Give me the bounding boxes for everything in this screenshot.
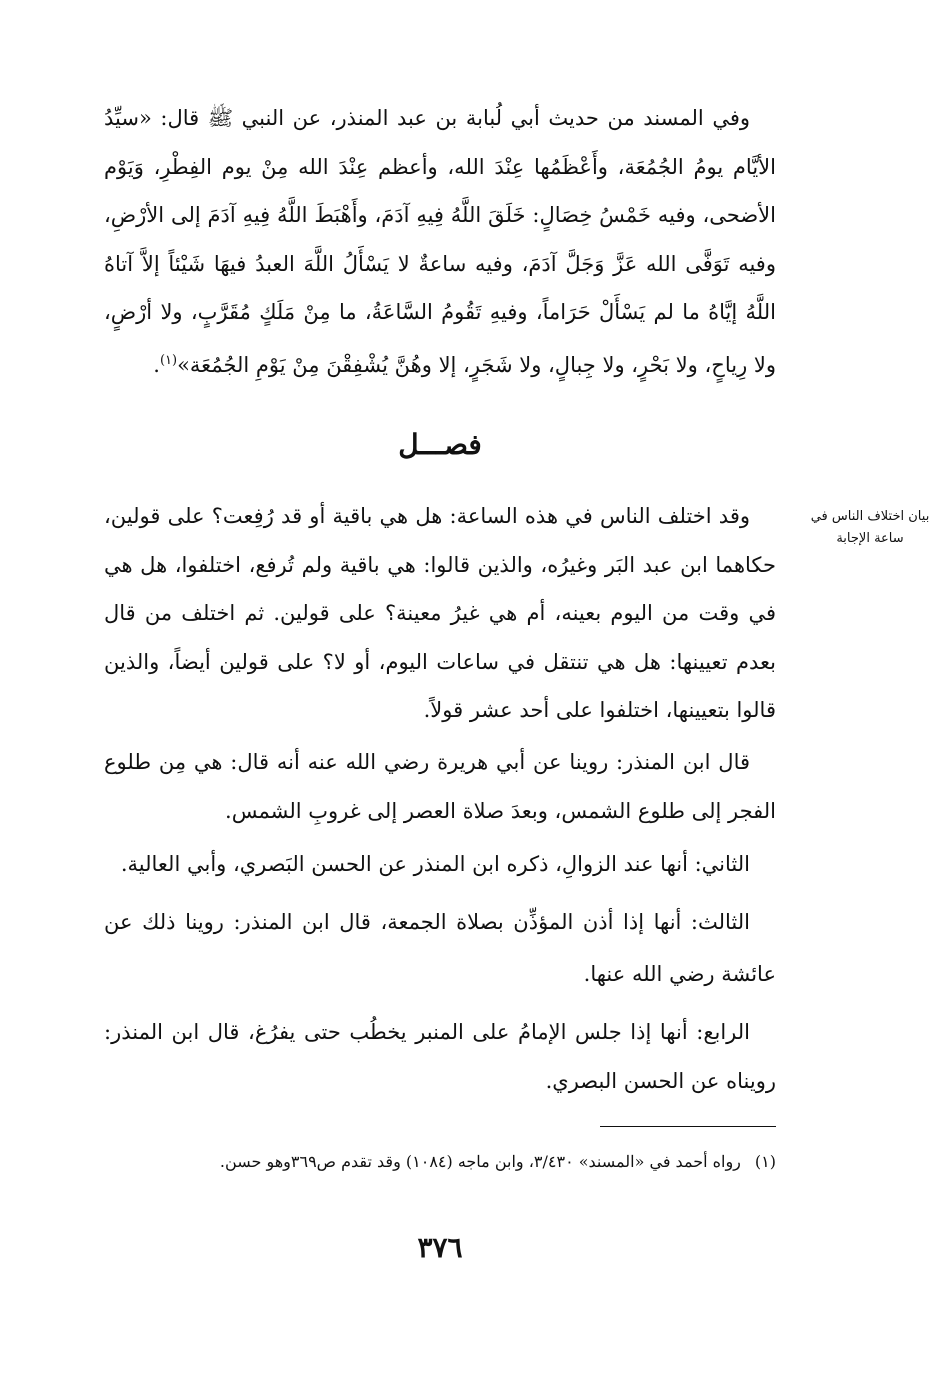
section-heading: فصـــل bbox=[398, 428, 482, 461]
page-number: ٣٧٦ bbox=[417, 1231, 463, 1264]
disagreement-text: وقد اختلف الناس في هذه الساعة: هل هي باقية أو قد رُفِعت؟ على قولين، حكاهما ابن عبد البَر وغيرُه، والذين قالوا: هي باقية ولم تُرفع، اختلفوا، هل هي في وقت من اليوم بعينه، أم هي غيرُ معينة؟ على قولين. ثم اختلف من قال بعدم تعيينها: هل هي تنتقل في ساعات اليوم، أو لا؟ على قولين أيضاً، والذين قالوا بتعيينها، اختلفوا على أحد عشر قولاً. bbox=[104, 504, 776, 722]
footnote-marker: (١) bbox=[754, 1152, 776, 1171]
footnote-reference[interactable]: (١) bbox=[159, 352, 178, 368]
footnote-divider bbox=[600, 1126, 776, 1127]
intro-end: . bbox=[153, 352, 160, 377]
first-opinion-text: قال ابن المنذر: روينا عن أبي هريرة رضي الله عنه أنه قال: هي مِن طلوع الفجر إلى طلوع الشمس، وبعدَ صلاة العصر إلى غروبِ الشمس. bbox=[104, 750, 776, 823]
second-opinion-paragraph bbox=[104, 840, 776, 889]
footnote bbox=[104, 1144, 776, 1180]
margin-note-line: بيان اختلاف الناس في bbox=[810, 509, 930, 524]
third-opinion-paragraph bbox=[104, 896, 776, 1000]
third-opinion-text: الثالث: أنها إذا أذن المؤذِّن بصلاة الجمعة، قال ابن المنذر: روينا ذلك عن عائشة رضي الله عنها. bbox=[104, 910, 776, 986]
intro-text: وفي المسند من حديث أبي لُبابة بن عبد المنذر، عن النبي ﷺ قال: «سيِّدُ الأيَّام يومُ الجُمُعَة، وأَعْظَمُها عِنْدَ الله، وأعظم عِنْدَ الله مِنْ يوم الفِطْرِ، وَيَوْم الأضحى، وفيه خَمْسُ خِصَالٍ: خَلَقَ اللَّهُ فِيهِ آدَمَ، وأَهْبَطَ اللَّهُ فِيهِ آدَمَ إلى الأرْضِ، وفيه تَوَفَّى الله عَزَّ وَجَلَّ آدَمَ، وفيه ساعةٌ لا يَسْأَلُ اللَّهَ العبدُ فيهَا شَيْئاً إلاَّ آتاهُ اللَّهُ إيَّاهُ ما لم يَسْأَلْ حَرَاماً، وفيهِ تَقُومُ السَّاعَةُ، ما مِنْ مَلَكٍ مُقَرَّبٍ، ولا أرْضٍ، ولا رِياحٍ، ولا بَحْرٍ، ولا جِبالٍ، ولا شَجَرٍ، إلا وهُنَّ يُشْفِقْنَ مِنْ يَوْمِ الجُمُعَة» bbox=[104, 106, 776, 377]
second-opinion-text: الثاني: أنها عند الزوالِ، ذكره ابن المنذر عن الحسن البَصري، وأبي العالية. bbox=[120, 852, 750, 876]
margin-note bbox=[800, 506, 940, 550]
disagreement-paragraph bbox=[104, 492, 776, 735]
margin-note-line: ساعة الإجابة bbox=[836, 531, 904, 546]
fourth-opinion-text: الرابع: أنها إذا جلس الإمامُ على المنبر يخطُب حتى يفرُغ، قال ابن المنذر: رويناه عن الحسن البصري. bbox=[104, 1020, 776, 1093]
intro-paragraph bbox=[104, 94, 776, 389]
footnote-text: رواه أحمد في «المسند» ٣/٤٣٠، وابن ماجه (١٠٨٤) وقد تقدم ص٣٦٩وهو حسن. bbox=[219, 1152, 741, 1171]
fourth-opinion-paragraph bbox=[104, 1008, 776, 1105]
first-opinion-paragraph bbox=[104, 738, 776, 835]
